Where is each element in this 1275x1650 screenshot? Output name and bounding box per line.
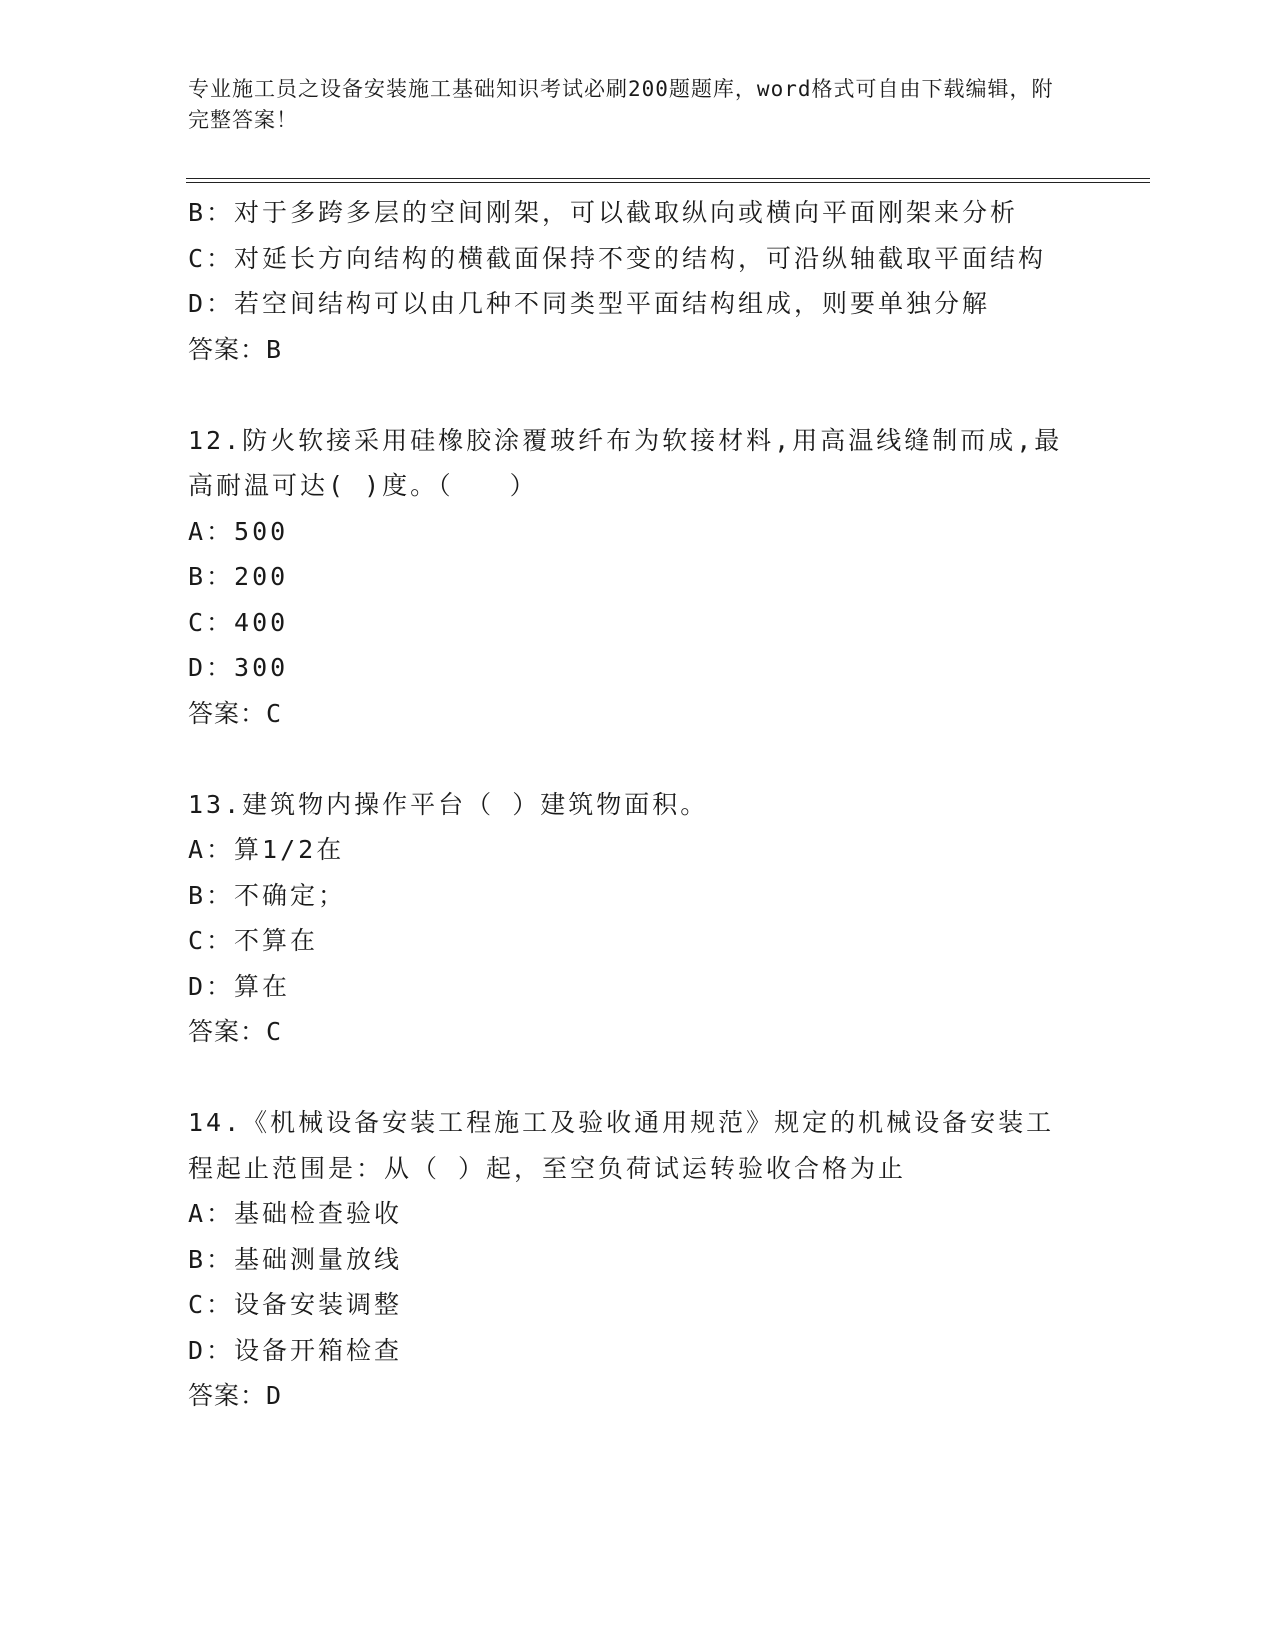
question-text-line-1: 13.建筑物内操作平台（ ）建筑物面积。 <box>188 789 709 819</box>
spacer <box>188 736 1088 782</box>
question-text-line-1: 12.防火软接采用硅橡胶涂覆玻纤布为软接材料,用高温线缝制而成,最 <box>188 425 1063 455</box>
option-c: C：设备安装调整 <box>188 1290 403 1319</box>
answer: 答案：C <box>188 698 283 728</box>
option-d: D：设备开箱检查 <box>188 1335 403 1365</box>
header-rule-top <box>186 178 1150 179</box>
option-b: B：对于多跨多层的空间刚架，可以截取纵向或横向平面刚架来分析 <box>188 198 1019 227</box>
header-rule-bottom <box>186 182 1150 183</box>
spacer <box>188 1055 1088 1101</box>
option-b: B：不确定； <box>188 880 347 910</box>
answer: 答案：C <box>188 1017 283 1046</box>
option-d: D：300 <box>188 653 289 682</box>
option-c: C：400 <box>188 607 289 637</box>
question-13 <box>188 782 1088 1055</box>
option-a: A：算1/2在 <box>188 835 345 864</box>
question-12 <box>188 418 1088 737</box>
option-d: D：算在 <box>188 971 291 1001</box>
option-d: D：若空间结构可以由几种不同类型平面结构组成，则要单独分解 <box>188 289 991 318</box>
answer: 答案：B <box>188 334 283 364</box>
question-content <box>188 190 1088 1419</box>
option-a: A：500 <box>188 516 289 546</box>
question-14 <box>188 1100 1088 1419</box>
answer: 答案：D <box>188 1381 283 1410</box>
option-c: C：不算在 <box>188 926 319 955</box>
question-11-continued <box>188 190 1088 372</box>
question-text-line-2: 高耐温可达( )度。（ ） <box>188 471 538 500</box>
spacer <box>188 372 1088 418</box>
question-text-line-1: 14.《机械设备安装工程施工及验收通用规范》规定的机械设备安装工 <box>188 1108 1055 1137</box>
document-header <box>188 74 1068 136</box>
question-text-line-2: 程起止范围是：从（ ）起，至空负荷试运转验收合格为止 <box>188 1153 907 1183</box>
option-b: B：200 <box>188 562 289 591</box>
option-c: C：对延长方向结构的横截面保持不变的结构，可沿纵轴截取平面结构 <box>188 243 1047 273</box>
option-a: A：基础检查验收 <box>188 1199 403 1228</box>
document-title: 专业施工员之设备安装施工基础知识考试必刷200题题库，word格式可自由下载编辑，附完整答案！ <box>188 77 1054 132</box>
option-b: B：基础测量放线 <box>188 1244 403 1274</box>
